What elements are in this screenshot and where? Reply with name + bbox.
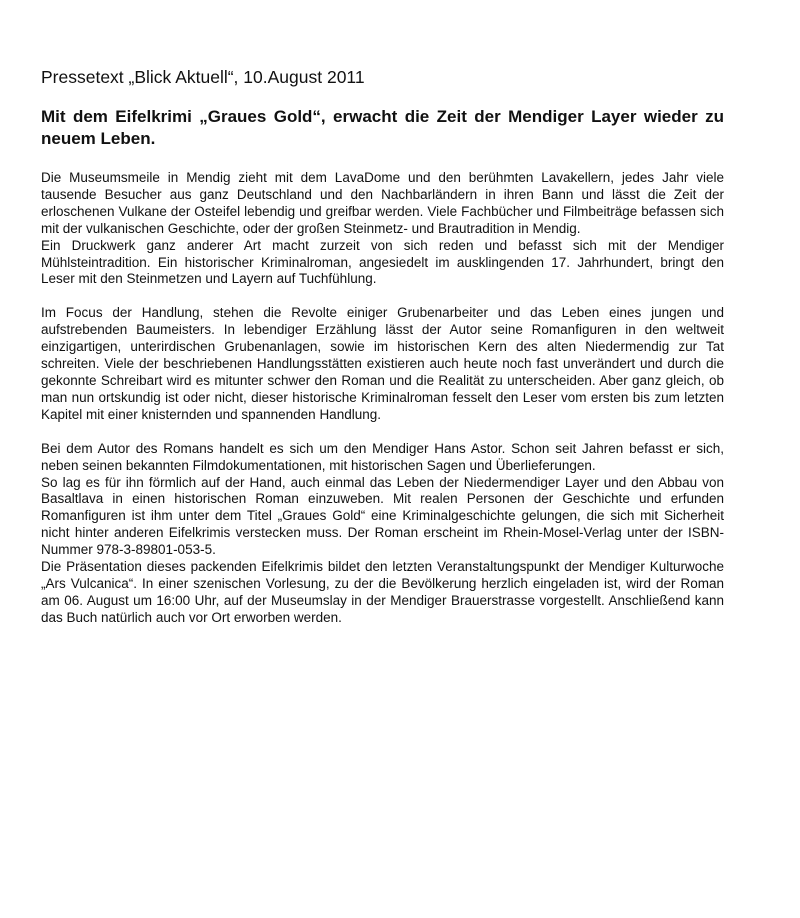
paragraph-spacer [41,424,724,441]
paragraph-roman: So lag es für ihn förmlich auf der Hand, auch einmal das Leben der Niedermendiger Layer und den Abbau von Basaltlava in einen historischen Roman einzuweben. Mit realen Personen der Geschichte und erfunden Romanfiguren ist ihm unter dem Titel „Graues Gold“ eine Kriminalgeschichte gelungen, die sich mit Sicherheit nicht hinter anderen Eifelkrimis verstecken muss. Der Roman erscheint im Rhein-Mosel-Verlag unter der ISBN- Nummer 978-3-89801-053-5. [41,474,724,558]
paragraph-druckwerk: Ein Druckwerk ganz anderer Art macht zurzeit von sich reden und befasst sich mit der Mendiger Mühlsteintradition. Ein historischer Kriminalroman, angesiedelt im ausklingenden 17. Jahrhundert, bringt den Leser mit den Steinmetzen und Layern auf Tuchfühlung. [41,237,724,287]
paragraph-handlung: Im Focus der Handlung, stehen die Revolte einiger Grubenarbeiter und das Leben eines jungen und aufstrebenden Baumeisters. In lebendiger Erzählung lässt der Autor seine Romanfiguren in den weltweit einzigartigen, unterirdischen Grubenanlagen, sowie im historischen Kern des alten Niedermendig zur Tat schreiten. Viele der beschriebenen Handlungsstätten existieren auch heute noch fast unverändert und durch die gekonnte Schreibart wird es mitunter schwer den Roman und die Realität zu unterscheiden. Aber ganz gleich, ob man nun ortskundig ist oder nicht, dieser historische Kriminalroman fesselt den Leser vom ersten bis zum letzten Kapitel mit einer knisternden und spannenden Handlung. [41,305,724,422]
document-header: Pressetext „Blick Aktuell“, 10.August 2011 [41,67,365,87]
paragraph-spacer [41,288,724,305]
paragraph-autor: Bei dem Autor des Romans handelt es sich um den Mendiger Hans Astor. Schon seit Jahren befasst er sich, neben seinen bekannten Filmdokumentationen, mit historischen Sagen und Überlieferungen. [41,440,724,473]
paragraph-praesentation: Die Präsentation dieses packenden Eifelkrimis bildet den letzten Veranstaltungspunkt der Mendiger Kulturwoche „Ars Vulcanica“. In einer szenischen Vorlesung, zu der die Bevölkerung herzlich eingeladen ist, wird der Roman am 06. August um 16:00 Uhr, auf der Museumslay in der Mendiger Brauerstrasse vorgestellt. Anschließend kann das Buch natürlich auch vor Ort erworben werden. [41,559,724,625]
paragraph-museumsmeile: Die Museumsmeile in Mendig zieht mit dem LavaDome und den berühmten Lavakellern, jedes Jahr viele tausende Besucher aus ganz Deutschland und den Nachbarländern in ihren Bann und lässt die Zeit der erloschenen Vulkane der Osteifel lebendig und greifbar werden. Viele Fachbücher und Filmbeiträge befassen sich mit der vulkanischen Geschichte, oder der großen Steinmetz- und Brautradition in Mendig. [41,170,724,236]
document-title: Mit dem Eifelkrimi „Graues Gold“, erwacht die Zeit der Mendiger Layer wieder zu neuem Leben. [41,107,724,148]
press-release-page [41,66,724,627]
